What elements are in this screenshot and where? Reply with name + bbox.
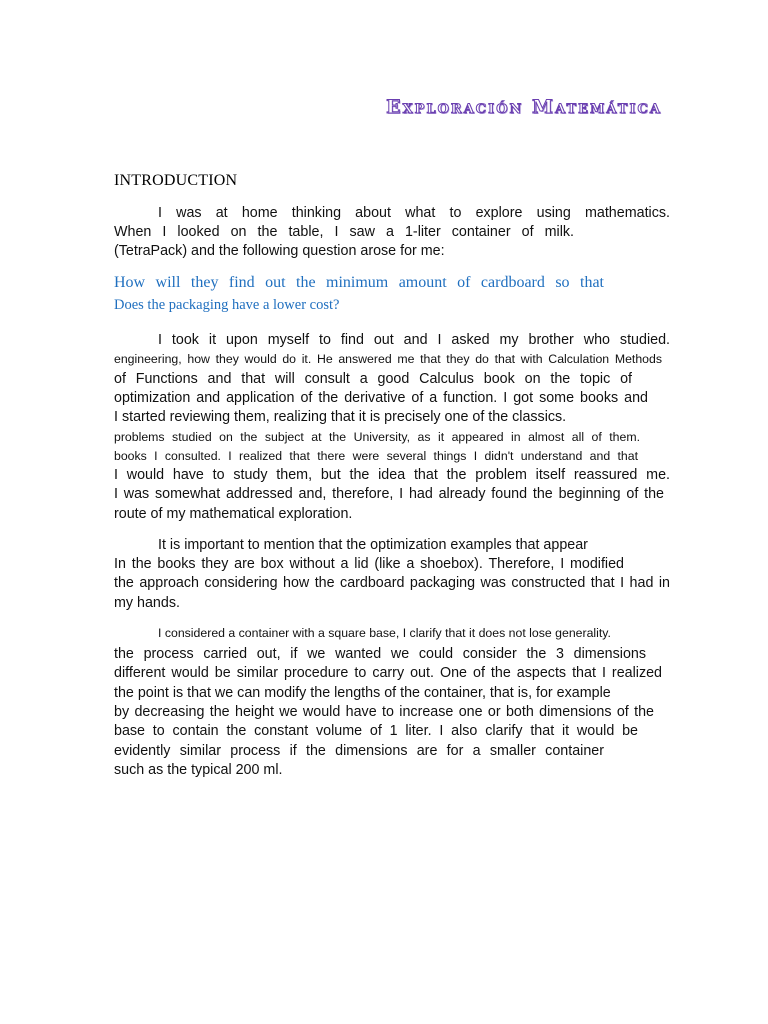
paragraph-line: It is important to mention that the optimization examples that appear [158,537,588,553]
paragraph-line: evidently similar process if the dimensions are for a smaller container [114,743,604,759]
paragraph-line: of Functions and that will consult a good Calculus book on the topic of [114,371,632,387]
paragraph-line: I considered a container with a square base, I clarify that it does not lose generality. [158,626,611,640]
paragraph-line: base to contain the constant volume of 1 liter. I also clarify that it would be [114,723,638,739]
paragraph-line: I would have to study them, but the idea that the problem itself reassured me. [114,467,670,483]
question-line-1: How will they find out the minimum amount of cardboard so that [114,274,604,291]
paragraph-line: engineering, how they would do it. He answered me that they do that with Calculation Methods [114,352,662,366]
paragraph-line: I was somewhat addressed and, therefore, I had already found the beginning of the [114,486,664,502]
paragraph-line: (TetraPack) and the following question arose for me: [114,243,445,259]
paragraph-line: When I looked on the table, I saw a 1-liter container of milk. [114,224,574,240]
paragraph-line: I was at home thinking about what to explore using mathematics. [158,205,670,221]
paragraph-line: such as the typical 200 ml. [114,762,283,778]
paragraph-line: problems studied on the subject at the University, as it appeared in almost all of them. [114,430,640,444]
paragraph-line: different would be similar procedure to carry out. One of the aspects that I realized [114,665,662,681]
question-line-2: Does the packaging have a lower cost? [114,297,340,313]
paragraph-line: the approach considering how the cardboard packaging was constructed that I had in [114,575,670,591]
paragraph-line: the point is that we can modify the lengths of the container, that is, for example [114,685,611,701]
paragraph-line: by decreasing the height we would have to increase one or both dimensions of the [114,704,654,720]
section-heading: INTRODUCTION [114,172,238,189]
paragraph-line: I took it upon myself to find out and I asked my brother who studied. [158,332,670,348]
header-title: Exploración Matemática [386,96,662,118]
paragraph-line: optimization and application of the derivative of a function. I got some books and [114,390,648,406]
paragraph-line: my hands. [114,595,180,611]
paragraph-line: route of my mathematical exploration. [114,506,353,522]
paragraph-line: books I consulted. I realized that there were several things I didn't understand and that [114,449,638,463]
paragraph-line: the process carried out, if we wanted we could consider the 3 dimensions [114,646,646,662]
paragraph-line: I started reviewing them, realizing that it is precisely one of the classics. [114,409,567,425]
paragraph-line: In the books they are box without a lid (like a shoebox). Therefore, I modified [114,556,624,572]
